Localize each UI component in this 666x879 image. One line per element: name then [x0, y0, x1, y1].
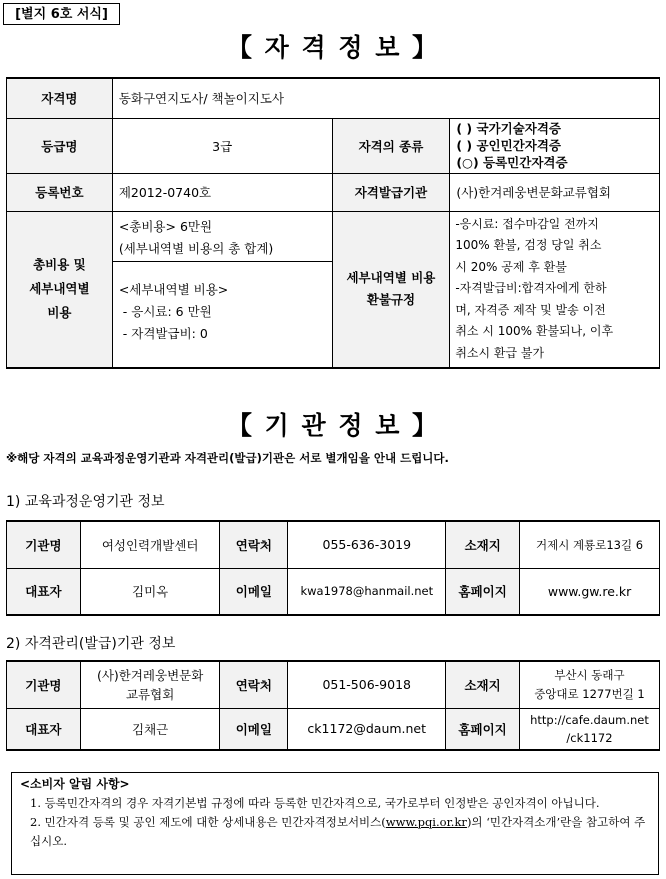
refund-policy — [450, 211, 660, 368]
edu-rep-value: 김미옥 — [80, 568, 220, 615]
mgmt-rep-value: 김채근 — [80, 708, 220, 750]
institution-note: ※해당 자격의 교육과정운영기관과 자격관리(발급)기관은 서로 별개임을 안내 드립니다. — [6, 451, 449, 465]
grade-value: 3급 — [112, 118, 332, 173]
notice-item-2 — [20, 813, 650, 851]
edu-org-value: 여성인력개발센터 — [80, 521, 220, 568]
total-cost-block — [113, 212, 332, 262]
edu-location-label: 소재지 — [446, 521, 520, 568]
grade-label: 등급명 — [7, 118, 113, 173]
qualification-table — [6, 77, 660, 369]
refund-label-line: 환불규정 — [366, 292, 416, 307]
mgmt-location-value — [519, 661, 659, 708]
type-option-national: ( ) 국가기술자격증 — [456, 121, 561, 136]
detail-cost-line: - 응시료: 6 만원 — [118, 303, 212, 319]
mgmt-org-value — [80, 661, 220, 708]
refund-line: 취소시 환급 불가 — [455, 345, 545, 360]
refund-line: 100% 환불, 검정 당일 취소 — [455, 238, 602, 253]
pqi-link[interactable]: www.pqi.or.kr — [385, 815, 467, 829]
total-cost-line: <총비용> 6만원 — [118, 218, 213, 234]
notice-item-2-prefix: 2. 민간자격 등록 및 공인 제도에 대한 상세내용은 민간자격정보서비스( — [30, 815, 386, 829]
refund-label — [332, 211, 450, 368]
total-cost-line: (세부내역별 비용의 총 합계) — [118, 240, 274, 256]
edu-section-heading: 1) 교육과정운영기관 정보 — [6, 494, 165, 510]
cost-label — [7, 211, 113, 368]
edu-homepage-value: www.gw.re.kr — [520, 568, 660, 615]
refund-label-line: 세부내역별 비용 — [346, 270, 436, 285]
mgmt-org-line: (사)한겨레웅변문화 — [96, 667, 204, 683]
cost-detail-cell — [112, 211, 332, 368]
notice-item-2-suffix: )의 ‘민간자격소개’란을 참고하여 주십시오. — [30, 815, 646, 848]
qualification-info-title: 【 자 격 정 보 】 — [226, 33, 440, 62]
refund-line: -응시료: 접수마감일 전까지 — [455, 216, 599, 231]
type-option-public: ( ) 공인민간자격증 — [456, 138, 561, 153]
refund-line: 취소 시 100% 환불되나, 이후 — [455, 324, 614, 339]
mgmt-homepage-value — [519, 708, 659, 750]
qual-type-label: 자격의 종류 — [332, 118, 450, 173]
qual-type-options — [450, 118, 660, 173]
edu-rep-label: 대표자 — [7, 568, 81, 615]
refund-line: -자격발급비:합격자에게 한하 — [455, 281, 607, 296]
mgmt-org-label: 기관명 — [7, 661, 81, 708]
detail-cost-line: <세부내역별 비용> — [118, 281, 229, 297]
mgmt-contact-label: 연락처 — [220, 661, 288, 708]
notice-heading: <소비자 알림 사항> — [20, 777, 130, 791]
type-option-registered: (○) 등록민간자격증 — [456, 155, 568, 170]
detail-cost-block — [113, 262, 332, 367]
edu-contact-value: 055-636-3019 — [288, 521, 446, 568]
form-number-label: [별지 6호 서식] — [3, 3, 120, 25]
notice-item-1: 1. 등록민간자격의 경우 자격기본법 규정에 따라 등록한 민간자격으로, 국가로부터 인정받은 공인자격이 아닙니다. — [30, 796, 600, 810]
mgmt-email-label: 이메일 — [220, 708, 288, 750]
qual-name-label: 자격명 — [7, 78, 113, 118]
issuer-label: 자격발급기관 — [332, 173, 450, 211]
mgmt-contact-value: 051-506-9018 — [288, 661, 446, 708]
edu-org-label: 기관명 — [7, 521, 81, 568]
mgmt-email-value: ck1172@daum.net — [288, 708, 446, 750]
edu-email-label: 이메일 — [220, 568, 288, 615]
mgmt-location-line: 중앙대로 1277번길 1 — [534, 686, 645, 701]
edu-email-value: kwa1978@hanmail.net — [288, 568, 446, 615]
cost-label-line: 세부내역별 — [29, 281, 90, 296]
edu-homepage-label: 홈페이지 — [446, 568, 520, 615]
edu-location-value: 거제시 계룡로13길 6 — [520, 521, 660, 568]
mgmt-institution-table — [6, 660, 660, 751]
edu-institution-table — [6, 520, 660, 616]
cost-label-line: 총비용 및 — [33, 257, 86, 272]
mgmt-org-line: 교류협회 — [125, 686, 175, 702]
mgmt-section-heading: 2) 자격관리(발급)기관 정보 — [6, 636, 176, 652]
mgmt-homepage-line: http://cafe.daum.net — [530, 712, 649, 727]
consumer-notice-box — [11, 772, 659, 875]
refund-line: 며, 자격증 제작 및 발송 이전 — [455, 302, 606, 317]
refund-line: 시 20% 공제 후 환불 — [455, 259, 567, 274]
regno-value: 제2012-0740호 — [112, 173, 332, 211]
regno-label: 등록번호 — [7, 173, 113, 211]
detail-cost-line: - 자격발급비: 0 — [118, 325, 208, 341]
cost-label-line: 비용 — [47, 305, 72, 320]
mgmt-location-line: 부산시 동래구 — [554, 667, 625, 682]
mgmt-rep-label: 대표자 — [7, 708, 81, 750]
edu-contact-label: 연락처 — [220, 521, 288, 568]
mgmt-location-label: 소재지 — [446, 661, 520, 708]
issuer-value: (사)한겨레웅변문화교류협회 — [450, 173, 660, 211]
mgmt-homepage-label: 홈페이지 — [446, 708, 520, 750]
institution-info-title: 【 기 관 정 보 】 — [226, 411, 440, 440]
mgmt-homepage-line: /ck1172 — [566, 730, 613, 745]
qual-name-value: 동화구연지도사/ 책놀이지도사 — [112, 78, 659, 118]
